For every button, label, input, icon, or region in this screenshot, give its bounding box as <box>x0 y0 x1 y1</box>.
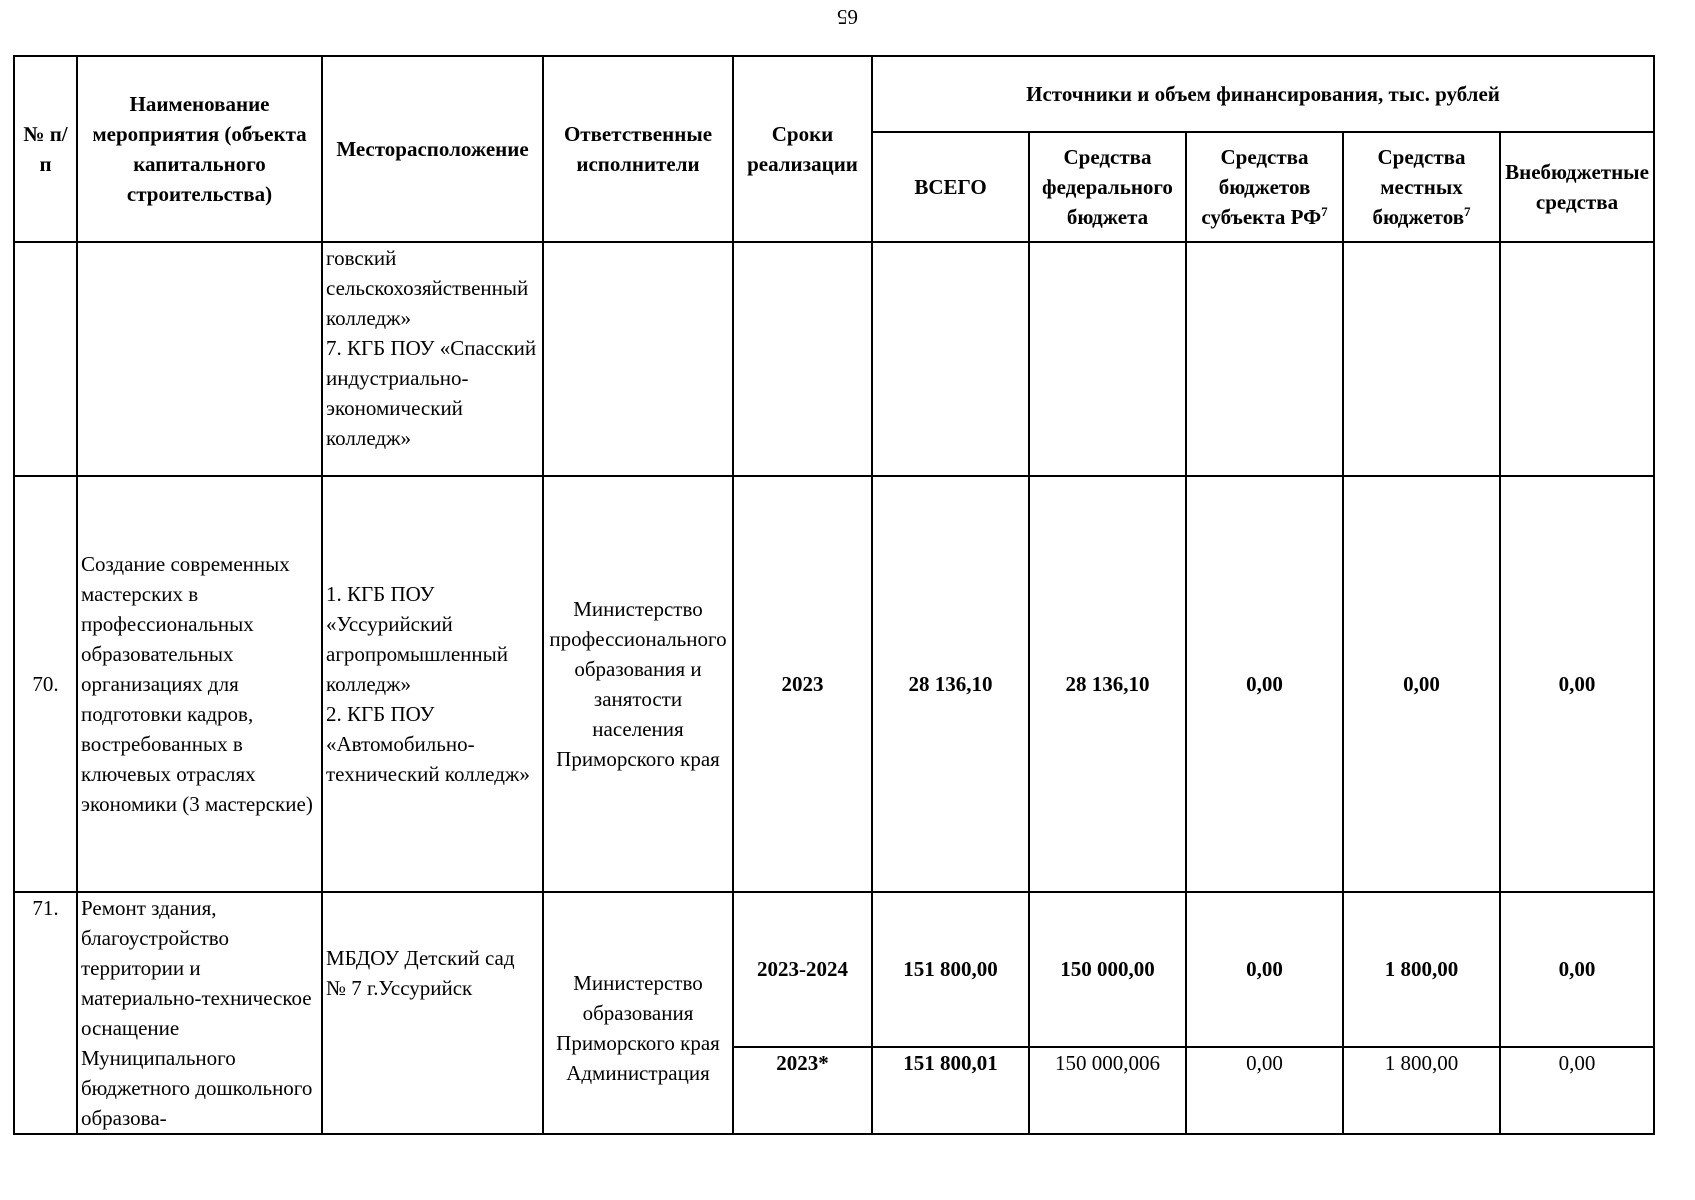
table-row <box>14 476 1654 892</box>
header-regional: Средства бюджетов субъекта $РФ^7$ <box>1186 132 1343 242</box>
header-financing: Источники и объем финансирования, тыс. рублей <box>872 56 1654 132</box>
row-name: Создание современных мастерских в профессиональных образовательных организациях для подготовки кадров, востребованных в ключевых отраслях экономики (3 мастерские) <box>77 476 322 892</box>
row-location: МБДОУ Детский сад № 7 г.Уссурийск <box>322 892 543 1134</box>
header-extra: Внебюджетные средства <box>1500 132 1654 242</box>
row-federal: 28 136,10 <box>1029 476 1186 892</box>
row-extra: 0,00 <box>1500 892 1654 1047</box>
row-executors <box>543 242 733 476</box>
row-total: 151 800,01 <box>872 1047 1029 1134</box>
row-regional: 0,00 <box>1186 892 1343 1047</box>
row-period: 2023 <box>733 476 872 892</box>
row-num: 70. <box>14 476 77 892</box>
header-total: ВСЕГО <box>872 132 1029 242</box>
header-location: Месторасположение <box>322 56 543 242</box>
header-local: Средства местных бюджетов$^7$ <box>1343 132 1500 242</box>
row-name <box>77 242 322 476</box>
row-executors: Министерство образования Приморского края Администрация <box>543 892 733 1134</box>
row-executors: Министерство профессионального образования и занятости населения Приморского края <box>543 476 733 892</box>
page-number: 65 <box>837 5 858 29</box>
table-row <box>14 892 1654 1047</box>
row-local: 1 800,00 <box>1343 892 1500 1047</box>
header-federal: Средства федерального бюджета <box>1029 132 1186 242</box>
row-regional: 0,00 <box>1186 1047 1343 1134</box>
row-total: 151 800,00 <box>872 892 1029 1047</box>
row-federal: 150 000,00 <box>1029 892 1186 1047</box>
row-regional: 0,00 <box>1186 476 1343 892</box>
row-num <box>14 242 77 476</box>
row-location: говский сельскохозяйственный колледж» 7. КГБ ПОУ «Спасский индустриально-экономический колледж» <box>322 242 543 476</box>
table-row <box>14 242 1654 476</box>
row-local: 0,00 <box>1343 476 1500 892</box>
financing-table <box>13 55 1655 1135</box>
header-num: № п/п <box>14 56 77 242</box>
row-extra: 0,00 <box>1500 1047 1654 1134</box>
row-local: 1 800,00 <box>1343 1047 1500 1134</box>
row-location: 1. КГБ ПОУ «Уссурийский агропромышленный колледж» 2. КГБ ПОУ «Автомобильно-технический колледж» <box>322 476 543 892</box>
row-name: Ремонт здания, благоустройство территории и материально-техническое оснащение Муниципального бюджетного дошкольного образова- <box>77 892 322 1134</box>
header-name: Наименование мероприятия (объекта капитального строительства) <box>77 56 322 242</box>
header-period: Сроки реализации <box>733 56 872 242</box>
row-period: 2023* <box>733 1047 872 1134</box>
header-executors: Ответственные исполнители <box>543 56 733 242</box>
row-extra: 0,00 <box>1500 476 1654 892</box>
row-federal: 150 000,006 <box>1029 1047 1186 1134</box>
row-total: 28 136,10 <box>872 476 1029 892</box>
row-num: 71. <box>14 892 77 1134</box>
row-period: 2023-2024 <box>733 892 872 1047</box>
